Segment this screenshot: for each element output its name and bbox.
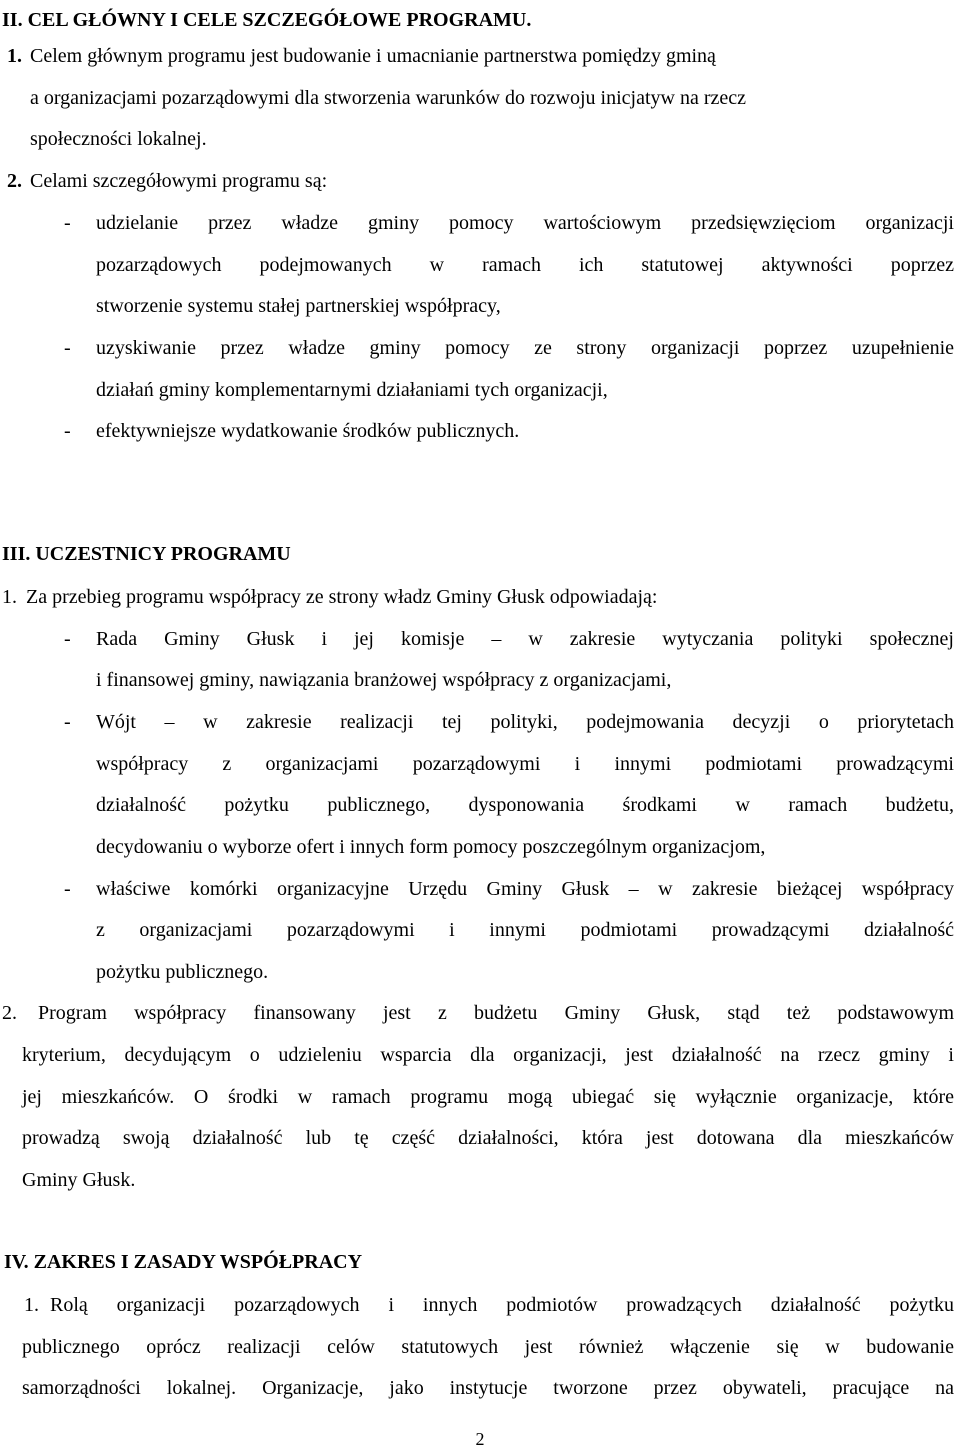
paragraph-line: jej mieszkańców. O środki w ramach programu mogą ubiegać się wyłącznie organizacje, które bbox=[22, 1086, 954, 1108]
paragraph-line: Celami szczegółowymi programu są: bbox=[30, 170, 328, 192]
bullet-line: pożytku publicznego. bbox=[96, 961, 269, 983]
bullet-line: decydowaniu o wyborze ofert i innych form pomocy poszczególnym organizacjom, bbox=[96, 836, 766, 858]
list-number: 2. bbox=[7, 170, 22, 192]
bullet-line: właściwe komórki organizacyjne Urzędu Gminy Głusk – w zakresie bieżącej współpracy bbox=[96, 878, 954, 900]
list-number: 1. bbox=[2, 586, 17, 608]
list-number: 2. bbox=[2, 1002, 17, 1024]
bullet-line: efektywniejsze wydatkowanie środków publicznych. bbox=[96, 420, 520, 442]
bullet-line: Rada Gminy Głusk i jej komisje – w zakresie wytyczania polityki społecznej bbox=[96, 628, 954, 650]
paragraph-line: Za przebieg programu współpracy ze strony władz Gminy Głusk odpowiadają: bbox=[26, 586, 658, 608]
paragraph-line: kryterium, decydującym o udzieleniu wsparcia dla organizacji, jest działalność na rzecz gminy i bbox=[22, 1044, 954, 1066]
paragraph-line: prowadzą swoją działalność lub tę część działalności, która jest dotowana dla mieszkańców bbox=[22, 1127, 954, 1149]
bullet-dash: - bbox=[64, 420, 71, 442]
paragraph-line: Rolą organizacji pozarządowych i innych podmiotów prowadzących działalność pożytku bbox=[50, 1294, 954, 1316]
page-number: 2 bbox=[475, 1429, 485, 1449]
paragraph-line: społeczności lokalnej. bbox=[30, 128, 207, 150]
bullet-line: działań gminy komplementarnymi działaniami tych organizacji, bbox=[96, 379, 608, 401]
bullet-line: i finansowej gminy, nawiązania branżowej współpracy z organizacjami, bbox=[96, 669, 672, 691]
bullet-dash: - bbox=[64, 212, 71, 234]
list-number: 1. bbox=[7, 45, 22, 67]
bullet-line: udzielanie przez władze gminy pomocy wartościowym przedsięwzięciom organizacji bbox=[96, 212, 954, 234]
list-number: 1. bbox=[24, 1294, 39, 1316]
bullet-line: Wójt – w zakresie realizacji tej polityki, podejmowania decyzji o priorytetach bbox=[96, 711, 954, 733]
paragraph-line: Gminy Głusk. bbox=[22, 1169, 136, 1191]
bullet-line: z organizacjami pozarządowymi i innymi podmiotami prowadzącymi działalność bbox=[96, 919, 954, 941]
bullet-dash: - bbox=[64, 337, 71, 359]
bullet-line: uzyskiwanie przez władze gminy pomocy ze strony organizacji poprzez uzupełnienie bbox=[96, 337, 954, 359]
bullet-dash: - bbox=[64, 628, 71, 650]
bullet-line: współpracy z organizacjami pozarządowymi i innymi podmiotami prowadzącymi bbox=[96, 753, 954, 775]
section-heading-iv: IV. ZAKRES I ZASADY WSPÓŁPRACY bbox=[4, 1251, 363, 1273]
paragraph-line: a organizacjami pozarządowymi dla stworzenia warunków do rozwoju inicjatyw na rzecz bbox=[30, 87, 747, 109]
paragraph-line: Celem głównym programu jest budowanie i umacnianie partnerstwa pomiędzy gminą bbox=[30, 45, 716, 67]
bullet-line: pozarządowych podejmowanych w ramach ich statutowej aktywności poprzez bbox=[96, 254, 954, 276]
bullet-line: działalność pożytku publicznego, dysponowania środkami w ramach budżetu, bbox=[96, 794, 954, 816]
paragraph-line: Program współpracy finansowany jest z budżetu Gminy Głusk, stąd też podstawowym bbox=[38, 1002, 954, 1024]
section-heading-iii: III. UCZESTNICY PROGRAMU bbox=[2, 543, 291, 565]
paragraph-line: publicznego oprócz realizacji celów statutowych jest również włączenie się w budowanie bbox=[22, 1336, 954, 1358]
bullet-line: stworzenie systemu stałej partnerskiej współpracy, bbox=[96, 295, 501, 317]
paragraph-line: samorządności lokalnej. Organizacje, jako instytucje tworzone przez obywateli, pracujące na bbox=[22, 1377, 954, 1399]
bullet-dash: - bbox=[64, 711, 71, 733]
section-heading-ii: II. CEL GŁÓWNY I CELE SZCZEGÓŁOWE PROGRAMU. bbox=[2, 9, 532, 31]
bullet-dash: - bbox=[64, 878, 71, 900]
